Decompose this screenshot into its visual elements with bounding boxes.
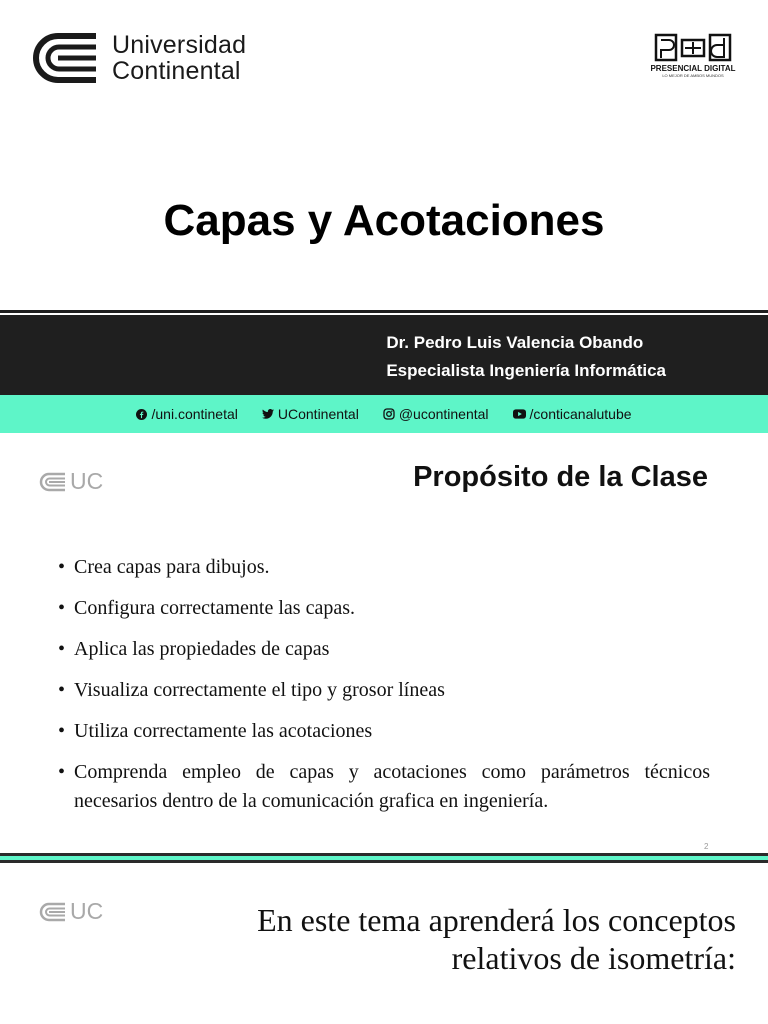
page-number: 2 (704, 842, 709, 851)
list-item: • Comprenda empleo de capas y acotaciones como parámetros técnicos necesarios dentro de la comunicación grafica en ingeniería. (58, 758, 710, 816)
divider-dark-bottom (0, 860, 768, 863)
uc-small-logo-icon (38, 902, 66, 922)
social-twitter[interactable] (262, 406, 359, 422)
list-item: • Crea capas para dibujos. (58, 553, 710, 582)
logo-line-1: Universidad (112, 31, 247, 59)
youtube-icon (513, 409, 526, 419)
social-youtube[interactable] (513, 406, 632, 422)
facebook-handle: /uni.continetal (151, 406, 238, 422)
author-role: Especialista Ingeniería Informática (386, 361, 666, 380)
pd-logo-icon (654, 32, 732, 62)
instagram-handle: @ucontinental (398, 406, 489, 422)
list-item: • Aplica las propiedades de capas (58, 635, 710, 664)
facebook-icon (136, 409, 147, 420)
title-slide (0, 0, 768, 433)
list-item: • Configura correctamente las capas. (58, 594, 710, 623)
slide-divider (0, 853, 768, 865)
instagram-icon (383, 408, 395, 420)
uc-small-logo-text: UC (70, 468, 104, 494)
band-top-line (0, 313, 768, 315)
uc-small-logo-text: UC (70, 898, 104, 924)
youtube-handle: /conticanalutube (529, 406, 632, 422)
purpose-title: Propósito de la Clase (413, 461, 708, 493)
author-name: Dr. Pedro Luis Valencia Obando (386, 333, 644, 352)
logo-line-2: Continental (112, 57, 241, 85)
social-instagram[interactable] (383, 406, 489, 422)
purpose-slide (0, 433, 768, 853)
topic-title (176, 901, 736, 977)
list-item: • Visualiza correctamente el tipo y grosor líneas (58, 676, 710, 705)
uc-logo-icon (32, 32, 100, 84)
topic-title-line-1: En este tema aprenderá los conceptos (257, 902, 736, 938)
twitter-handle: UContinental (277, 406, 359, 422)
uc-small-logo-icon (38, 472, 66, 492)
topic-title-line-2: relativos de isometría: (451, 940, 736, 976)
uc-small-logo (38, 898, 103, 925)
social-band (0, 395, 768, 433)
social-facebook[interactable] (136, 406, 237, 422)
universidad-continental-logo (32, 32, 246, 84)
uc-small-logo (38, 468, 103, 495)
list-item: • Utiliza correctamente las acotaciones (58, 717, 710, 746)
presencial-digital-logo (648, 32, 738, 78)
author-band (0, 310, 768, 395)
pd-logo-text: PRESENCIAL DIGITAL (650, 64, 736, 73)
purpose-list (58, 553, 710, 828)
presentation-title: Capas y Acotaciones (163, 196, 605, 245)
topic-slide (0, 865, 768, 1024)
pd-logo-tagline: LO MEJOR DE AMBOS MUNDOS (662, 73, 724, 78)
twitter-icon (262, 409, 274, 419)
